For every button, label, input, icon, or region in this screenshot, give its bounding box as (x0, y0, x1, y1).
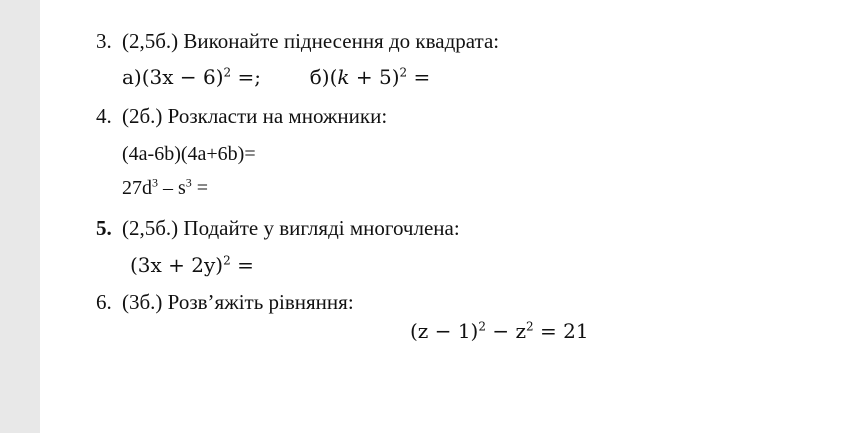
task-3-heading-line (96, 31, 499, 52)
task-5-heading: (2,5б.) Подайте у вигляді многочлена: (122, 216, 460, 240)
task-3-expressions (122, 67, 430, 87)
task-4-line-2: $27d^3 - s^3$ = (122, 175, 209, 199)
task-4-line-1: (4a-6b)(4a+6b)= (122, 143, 256, 165)
task-3-number: 3. (96, 29, 112, 53)
task-6-heading-line (96, 292, 354, 313)
task-4-heading: (2б.) Розкласти на множники: (122, 104, 388, 128)
task-6-number: 6. (96, 290, 112, 314)
task-3-expr-b: б)(𝑘 + 5)$^2$ = (309, 65, 431, 89)
task-3-expr-a: $а)(3x - 6)^2$ =; (122, 65, 262, 89)
task-6-equation: $(z - 1)^2 - z^2 = 21$ (410, 319, 589, 343)
task-5-heading-line (96, 218, 460, 239)
task-5-number: 5. (96, 216, 112, 240)
document-page (40, 0, 864, 433)
task-4-number: 4. (96, 104, 112, 128)
task-5-expression: $(3x + 2y)^2$ = (130, 253, 254, 277)
task-4-heading-line (96, 106, 387, 127)
left-margin-gutter (0, 0, 40, 433)
task-6-heading: (3б.) Розв’яжіть рівняння: (122, 290, 354, 314)
task-3-heading: (2,5б.) Виконайте піднесення до квадрата: (122, 29, 500, 53)
